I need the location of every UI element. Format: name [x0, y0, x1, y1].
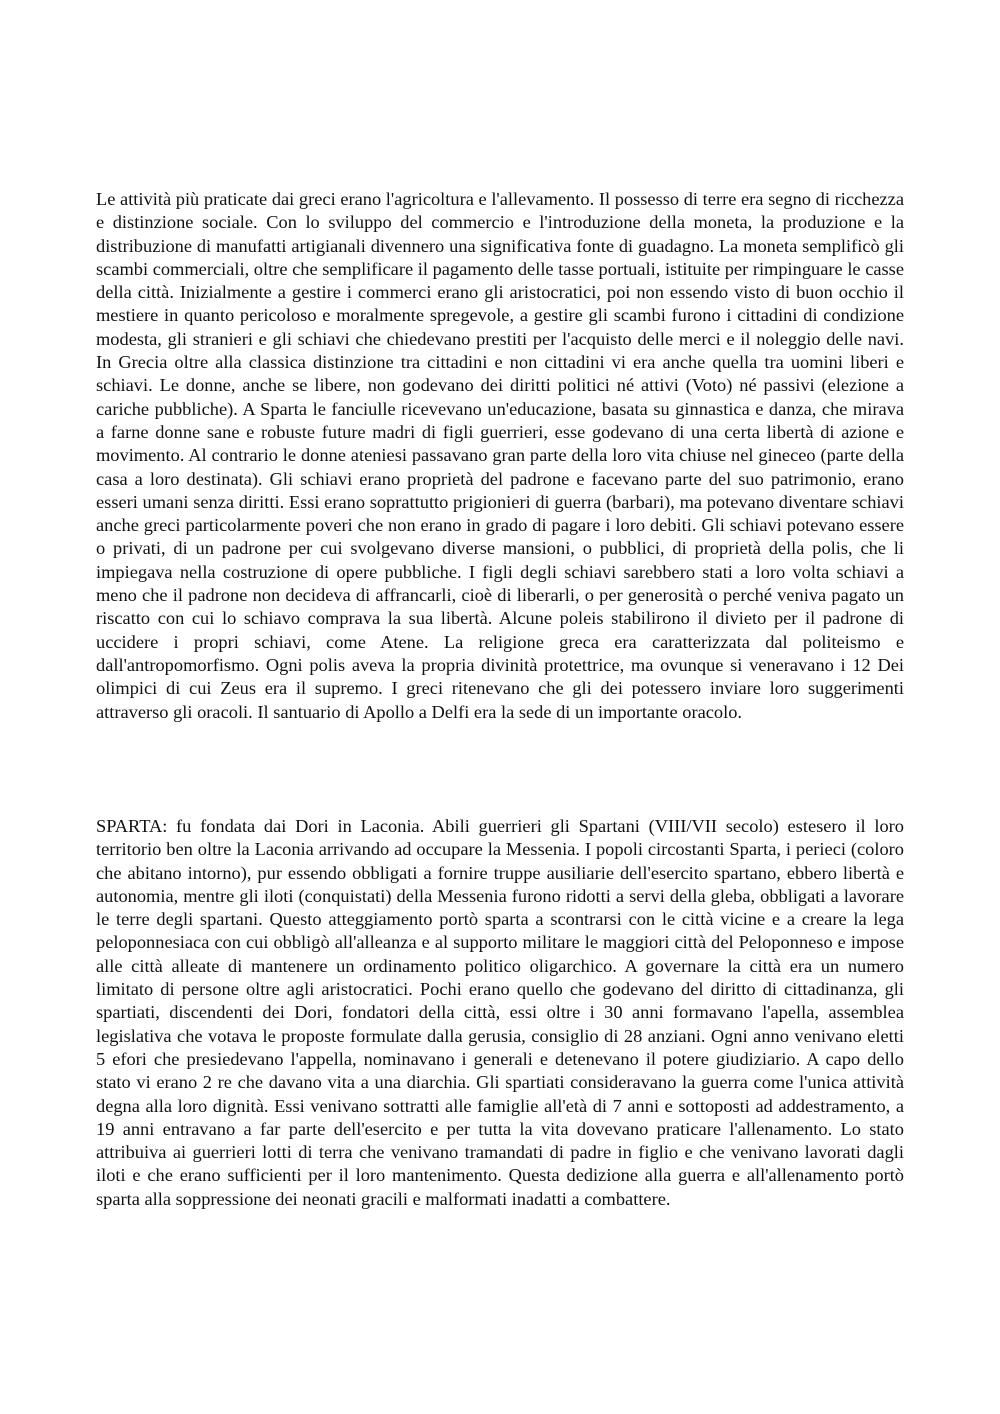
paragraph-sparta: SPARTA: fu fondata dai Dori in Laconia. Abili guerrieri gli Spartani (VIII/VII secolo) estesero il loro territorio ben oltre la Laconia arrivando ad occupare la Messenia. I popoli circostanti Sparta, i perieci (coloro che abitano intorno), pur essendo obbligati a fornire truppe ausiliarie dell'esercito spartano, ebbero libertà e autonomia, mentre gli iloti (conquistati) della Messenia furono ridotti a servi della gleba, obbligati a lavorare le terre degli spartani. Questo atteggiamento portò sparta a scontrarsi con le città vicine e a creare la lega peloponnesiaca con cui obbligò all'alleanza e al supporto militare le maggiori città del Peloponneso e impose alle città alleate di mantenere un ordinamento politico oligarchico. A governare la città era un numero limitato di persone oltre agli aristocratici. Pochi erano quello che godevano del diritto di cittadinanza, gli spartiati, discendenti dei Dori, fondatori della città, essi oltre i 30 anni formavano l'apella, assemblea legislativa che votava le proposte formulate dalla gerusia, consiglio di 28 anziani. Ogni anno venivano eletti 5 efori che presiedevano l'appella, nominavano i generali e detenevano il potere giudiziario. A capo dello stato vi erano 2 re che davano vita a una diarchia. Gli spartiati consideravano la guerra come l'unica attività degna alla loro dignità. Essi venivano sottratti alle famiglie all'età di 7 anni e sottoposti ad addestramento, a 19 anni entravano a far parte dell'esercito e per tutta la vita dovevano praticare l'allenamento. Lo stato attribuiva ai guerrieri lotti di terra che venivano tramandati di padre in figlio e che venivano lavorati dagli iloti e che erano sufficienti per il loro mantenimento. Questa dedizione alla guerra e all'allenamento portò sparta alla soppressione dei neonati gracili e malformati inadatti a combattere. — [96, 816, 904, 1209]
paragraph-greek-society: Le attività più praticate dai greci erano l'agricoltura e l'allevamento. Il possesso di terre era segno di ricchezza e distinzione sociale. Con lo sviluppo del commercio e l'introduzione della moneta, la produzione e la distribuzione di manufatti artigianali divennero una significativa fonte di guadagno. La moneta semplificò gli scambi commerciali, oltre che semplificare il pagamento delle tasse portuali, istituite per rimpinguare le casse della città. Inizialmente a gestire i commerci erano gli aristocratici, poi non essendo visto di buon occhio il mestiere in quanto pericoloso e moralmente spregevole, a gestire gli scambi furono i cittadini di condizione modesta, gli stranieri e gli schiavi che chiedevano prestiti per l'acquisto delle merci e il noleggio delle navi. In Grecia oltre alla classica distinzione tra cittadini e non cittadini vi era anche quella tra uomini liberi e schiavi. Le donne, anche se libere, non godevano dei diritti politici né attivi (Voto) né passivi (elezione a cariche pubbliche). A Sparta le fanciulle ricevevano un'educazione, basata su ginnastica e danza, che mirava a farne donne sane e robuste future madri di figli guerrieri, esse godevano di una certa libertà di azione e movimento. Al contrario le donne ateniesi passavano gran parte della loro vita chiuse nel gineceo (parte della casa a loro destinata). Gli schiavi erano proprietà del padrone e facevano parte del suo patrimonio, erano esseri umani senza diritti. Essi erano soprattutto prigionieri di guerra (barbari), ma potevano diventare schiavi anche greci particolarmente poveri che non erano in grado di pagare i loro debiti. Gli schiavi potevano essere o privati, di un padrone per cui svolgevano diverse mansioni, o pubblici, di proprietà della polis, che li impiegava nella costruzione di opere pubbliche. I figli degli schiavi sarebbero stati a loro volta schiavi a meno che il padrone non decideva di affrancarli, cioè di liberarli, o per generosità o perché veniva pagato un riscatto con cui lo schiavo comprava la sua libertà. Alcune poleis stabilirono il divieto per il padrone di uccidere i propri schiavi, come Atene. La religione greca era caratterizzata dal politeismo e dall'antropomorfismo. Ogni polis aveva la propria divinità protettrice, ma ovunque si veneravano i 12 Dei olimpici di cui Zeus era il supremo. I greci ritenevano che gli dei potessero inviare loro suggerimenti attraverso gli oracoli. Il santuario di Apollo a Delfi era la sede di un importante oracolo. — [96, 189, 904, 722]
